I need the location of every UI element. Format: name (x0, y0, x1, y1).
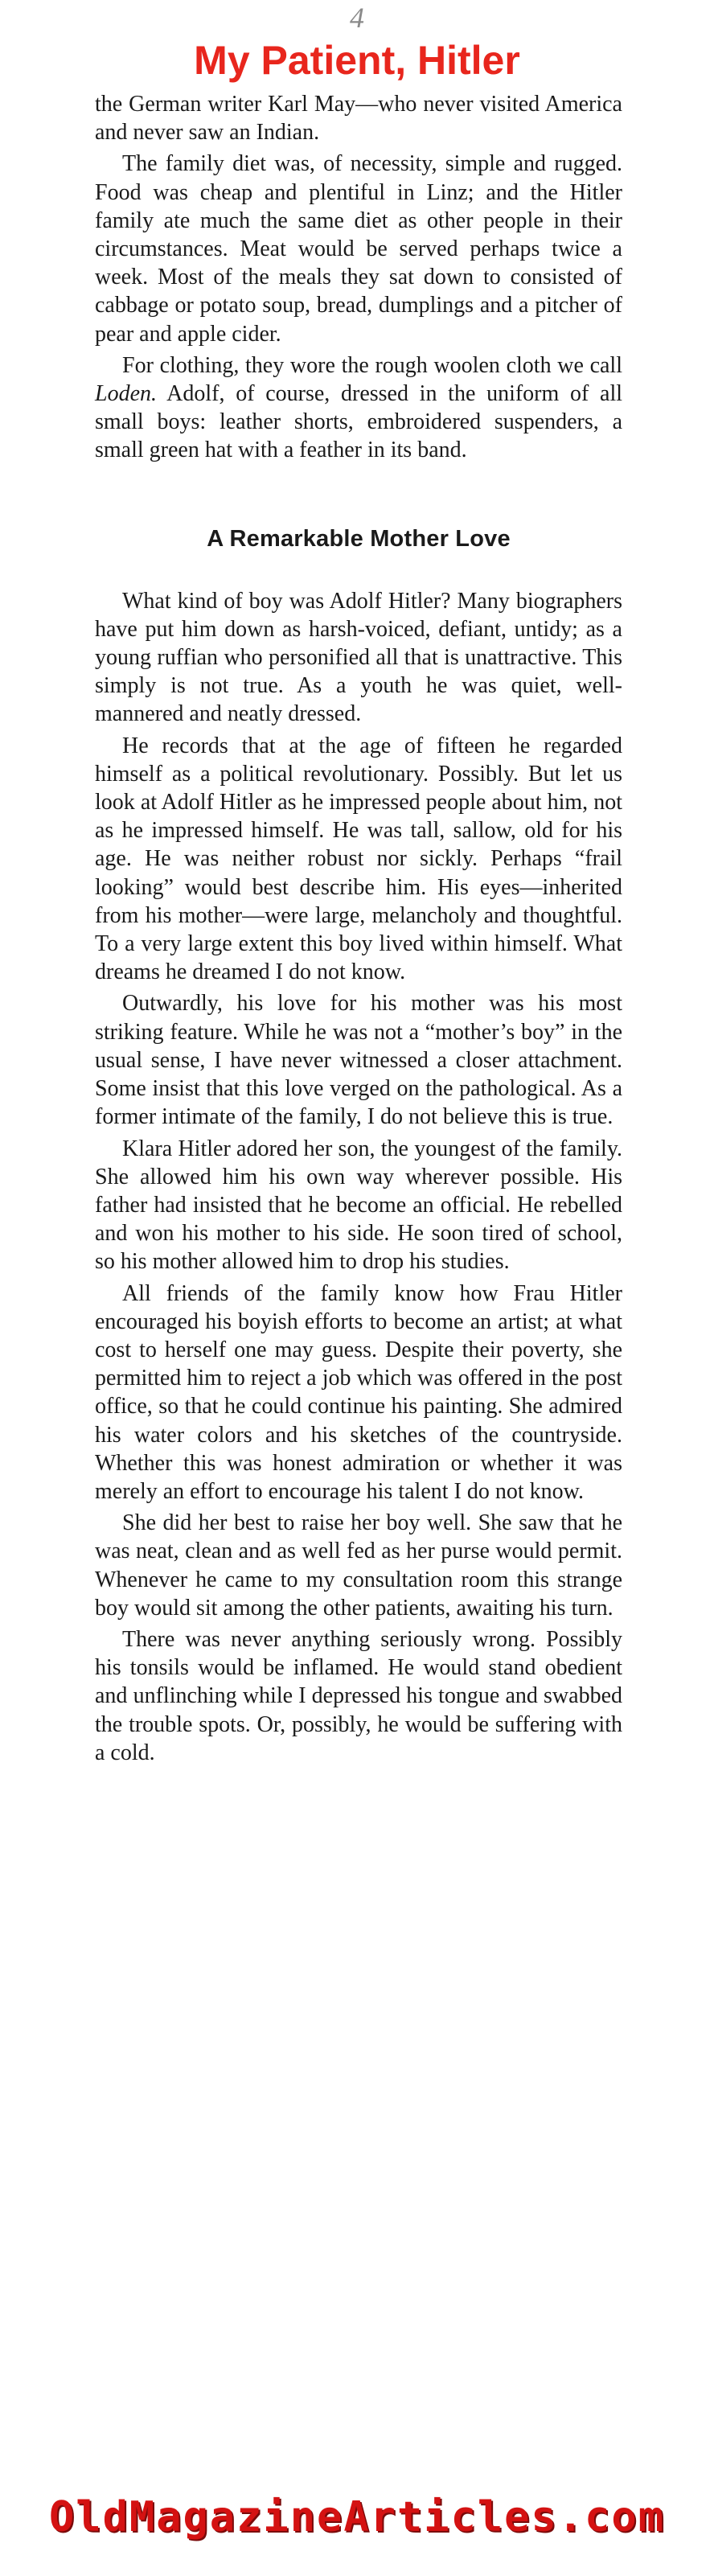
article-paragraph: the German writer Karl May—who never visited America and never saw an Indian. (95, 92, 622, 146)
section-heading: A Remarkable Mother Love (207, 525, 511, 552)
footer (0, 2485, 714, 2576)
article-paragraph: Outwardly, his love for his mother was his most striking feature. While he was not a “mother’s boy” in the usual sense, I have never witnessed a closer attachment. Some insist that this love verged on the pathological. As a former intimate of the family, I do not believe this is true. (95, 991, 622, 1130)
article-paragraph (95, 351, 622, 465)
site-watermark[interactable]: OldMagazineArticles.com (48, 2493, 666, 2541)
clothing-text-after: Adolf, of course, dressed in the uniform of all small boys: leather shorts, embroidered suspenders, a small green hat with a feather in its band. (95, 381, 622, 463)
clothing-text-before: For clothing, they wore the rough woolen cloth we call (122, 352, 622, 378)
article-paragraph: He records that at the age of fifteen he regarded himself as a political revolutionary. Possibly. But let us look at Adolf Hitler as he impressed people about him, not as he impressed himself. He was tall, sallow, old for his age. He was neither robust nor sickly. Perhaps “frail looking” would best describe him. His eyes—inherited from his mother—were large, melancholy and thoughtful. To a very large extent this boy lived within himself. What dreams he dreamed I do not know. (95, 733, 622, 985)
article-paragraph: The family diet was, of necessity, simple and rugged. Food was cheap and plentiful in Linz; and the Hitler family ate much the same diet as other people in their circumstances. Meat would be served perhaps twice a week. Most of the meals they sat down to consisted of cabbage or potato soup, bread, dumplings and a pitcher of pear and apple cider. (95, 151, 622, 347)
article-paragraph: What kind of boy was Adolf Hitler? Many biographers have put him down as harsh-voiced, defiant, untidy; as a young ruffian who personified all that is unattractive. This simply is not true. As a youth he was quiet, well-mannered and neatly dressed. (95, 588, 622, 727)
article-paragraph: There was never anything seriously wrong. Possibly his tonsils would be inflamed. He would stand obedient and unflinching while I depressed his tongue and swabbed the trouble spots. Or, possibly, he would be suffering with a cold. (95, 1626, 622, 1765)
article-paragraph: All friends of the family know how Frau Hitler encouraged his boyish efforts to become an artist; at what cost to herself one may guess. Despite their poverty, she permitted him to reject a job which was offered in the post office, so that he could continue his painting. She admired his water colors and his sketches of the countryside. Whether this was honest admiration or whether it was merely an effort to encourage his talent I do not know. (95, 1280, 622, 1504)
article-paragraph: Klara Hitler adored her son, the youngest of the family. She allowed him his own way wherever possible. His father had insisted that he become an official. He rebelled and won his mother to his side. He soon tired of school, so his mother allowed him to drop his studies. (95, 1136, 622, 1275)
article-body (95, 90, 622, 1770)
article-paragraph: She did her best to raise her boy well. She saw that he was neat, clean and as well fed as her purse would permit. Whenever he came to my consultation room this strange boy would sit among the other patients, awaiting his turn. (95, 1510, 622, 1621)
page-title: My Patient, Hitler (194, 38, 520, 83)
loden-emphasis: Loden. (95, 381, 157, 407)
page-number: 4 (350, 2, 364, 34)
